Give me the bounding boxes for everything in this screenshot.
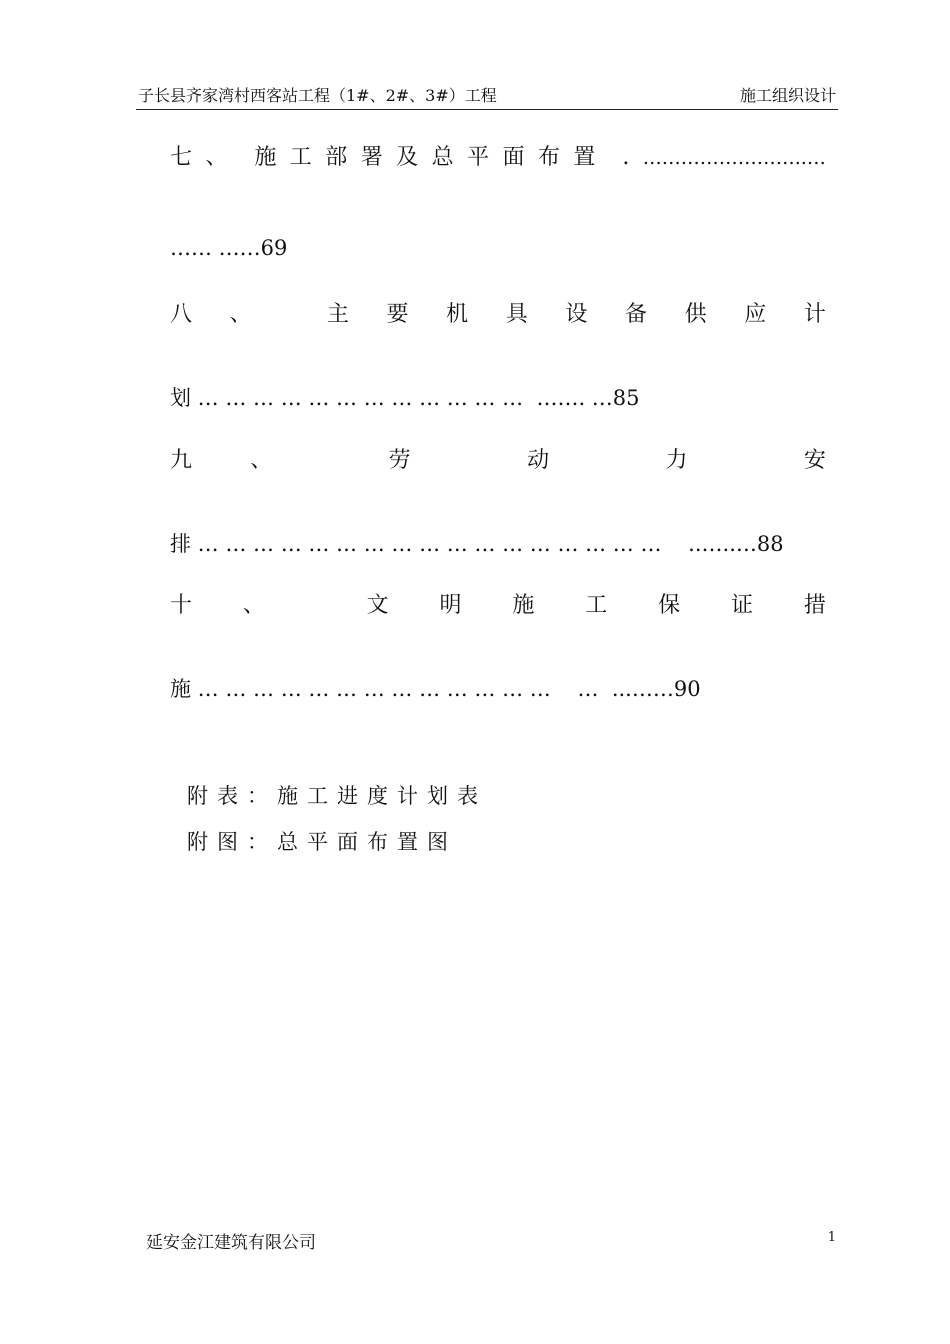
toc-char: 文 — [366, 593, 389, 618]
toc-entry-10 — [170, 588, 826, 619]
toc-char: 备 — [624, 302, 647, 327]
toc-char: 平 — [467, 145, 490, 170]
toc-char: 主 — [326, 302, 349, 327]
toc-char: 、 — [205, 145, 228, 170]
toc-char: 布 — [537, 145, 560, 170]
toc-char: 证 — [730, 593, 753, 618]
footer-company: 延安金江建筑有限公司 — [146, 1233, 316, 1253]
toc-char: 保 — [658, 593, 681, 618]
toc-char: 工 — [289, 145, 312, 170]
toc-entry-7-page-line: …… ……69 — [170, 236, 288, 260]
appendix-site-plan: 附图：总平面布置图 — [187, 830, 457, 854]
toc-char: 、 — [250, 448, 273, 473]
toc-char: . — [622, 145, 630, 170]
toc-entry-9 — [170, 443, 826, 474]
toc-char: 面 — [502, 145, 525, 170]
toc-char: 署 — [360, 145, 383, 170]
toc-char: 施 — [512, 593, 535, 618]
toc-char: 供 — [684, 302, 707, 327]
header-project-title: 子长县齐家湾村西客站工程（1#、2#、3#）工程 — [138, 86, 497, 105]
toc-char: 施 — [254, 145, 277, 170]
toc-char: 劳 — [388, 448, 411, 473]
toc-entry-8 — [170, 297, 826, 328]
toc-entry-9-page-line: 排 … … … … … … … … … … … … … … … … … ..…..…88 — [170, 532, 784, 556]
toc-leader-dots: ……………………..… — [642, 147, 826, 169]
toc-char: 置 — [573, 145, 596, 170]
toc-char: 要 — [386, 302, 409, 327]
page-number: 1 — [827, 1230, 836, 1245]
toc-char: 计 — [803, 302, 826, 327]
toc-char: 七 — [170, 145, 193, 170]
toc-char: 总 — [431, 145, 454, 170]
toc-char: 及 — [396, 145, 419, 170]
toc-char: 动 — [527, 448, 550, 473]
toc-char: 安 — [803, 448, 826, 473]
toc-char: 力 — [665, 448, 688, 473]
toc-entry-10-page-line: 施 … … … … … … … … … … … … … … ...……90 — [170, 677, 701, 701]
toc-char: 九 — [170, 448, 193, 473]
toc-char: 、 — [229, 302, 252, 327]
appendix-schedule-table: 附表：施工进度计划表 — [187, 784, 487, 808]
toc-char: 工 — [585, 593, 608, 618]
toc-char: 机 — [446, 302, 469, 327]
toc-char: 八 — [170, 302, 193, 327]
toc-char: 应 — [744, 302, 767, 327]
toc-char: 具 — [505, 302, 528, 327]
header-document-type: 施工组织设计 — [739, 86, 836, 105]
toc-char: 部 — [325, 145, 348, 170]
toc-char: 设 — [565, 302, 588, 327]
toc-char: 十 — [170, 593, 193, 618]
toc-char: 措 — [803, 593, 826, 618]
toc-entry-8-page-line: 划 … … … … … … … … … … … … ……. …85 — [170, 386, 640, 410]
header-divider — [136, 109, 838, 110]
toc-char: 、 — [242, 593, 265, 618]
toc-entry-7 — [170, 140, 826, 171]
toc-char: 明 — [439, 593, 462, 618]
